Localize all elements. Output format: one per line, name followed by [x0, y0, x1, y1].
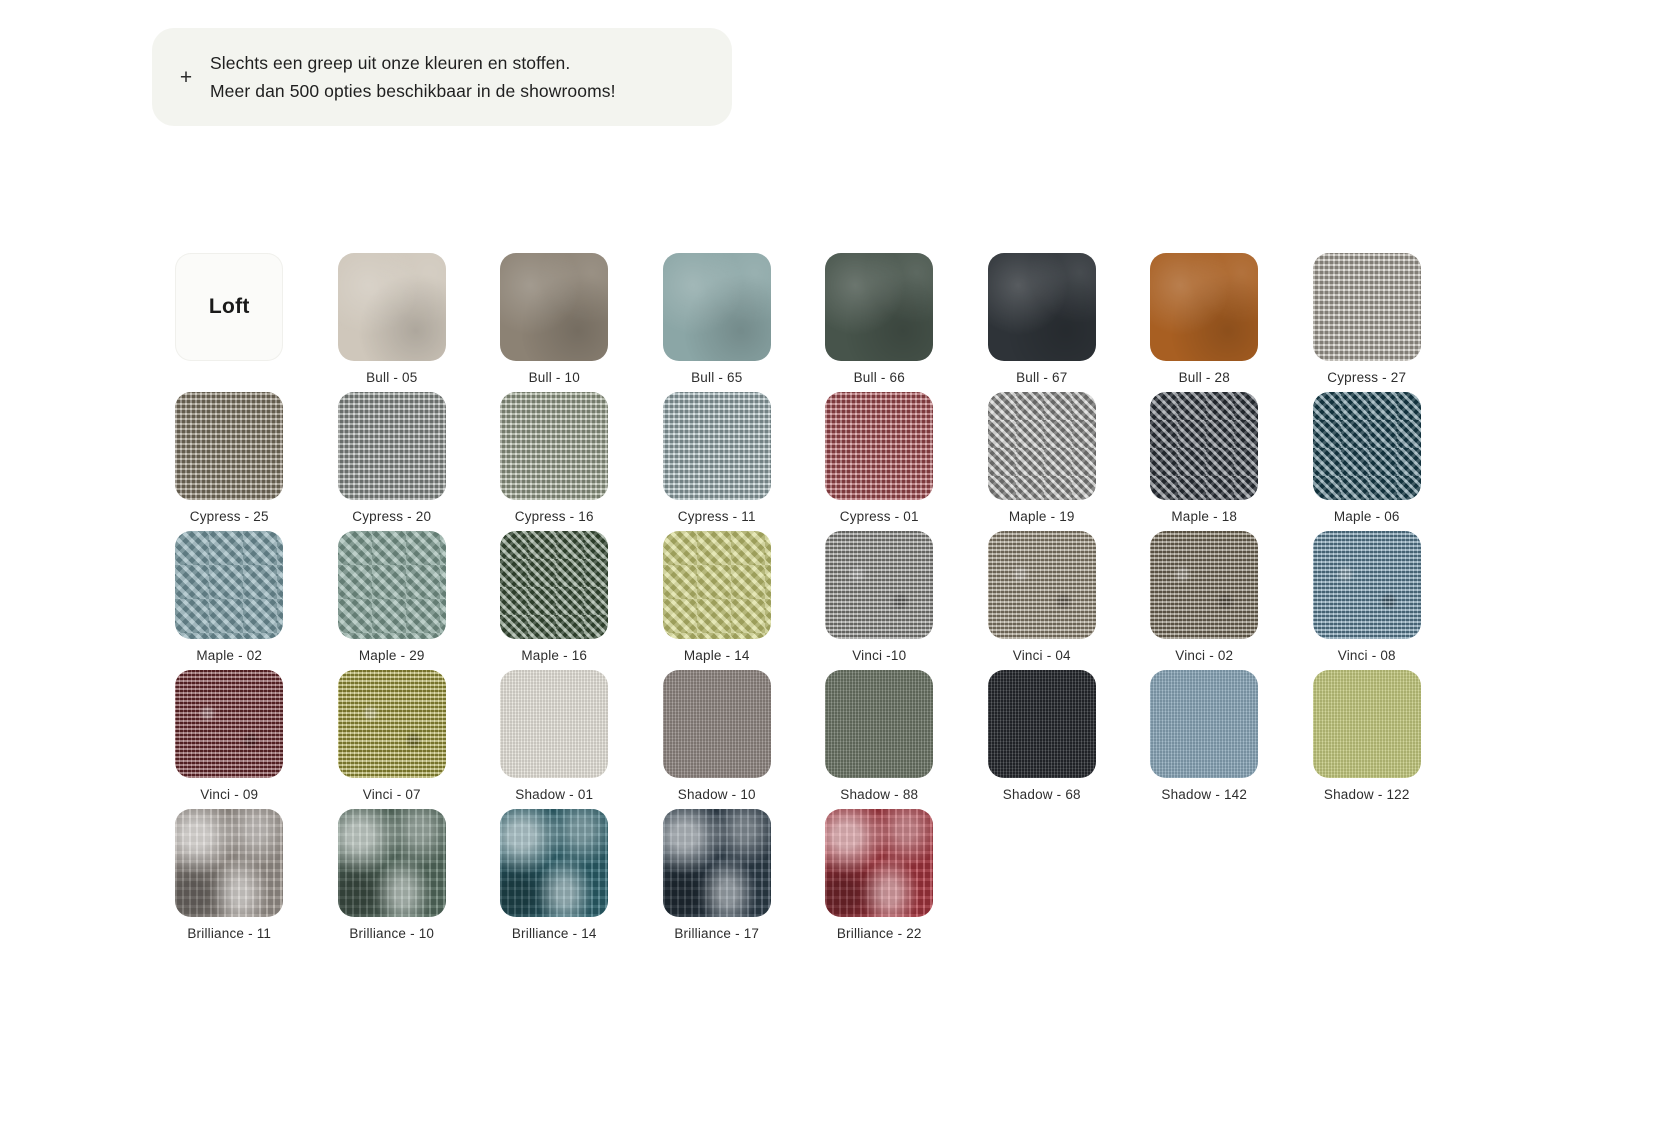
- info-banner-text: [210, 49, 616, 106]
- swatch-texture: [663, 531, 771, 639]
- fabric-swatch[interactable]: [825, 670, 933, 778]
- swatch-cell[interactable]: [148, 531, 311, 670]
- swatch-label: Maple - 18: [1171, 509, 1238, 524]
- swatch-label: Bull - 05: [366, 370, 418, 385]
- swatch-texture: [1150, 670, 1258, 778]
- swatch-cell[interactable]: [148, 253, 311, 392]
- fabric-swatch[interactable]: [500, 531, 608, 639]
- swatch-cell[interactable]: [636, 531, 799, 670]
- fabric-swatch[interactable]: [175, 809, 283, 917]
- fabric-swatch[interactable]: [175, 531, 283, 639]
- fabric-swatch[interactable]: [663, 809, 771, 917]
- swatch-texture: [825, 670, 933, 778]
- swatch-label: Brilliance - 14: [511, 926, 597, 941]
- swatch-cell[interactable]: [636, 392, 799, 531]
- swatch-texture: [500, 531, 608, 639]
- fabric-swatch[interactable]: [1150, 253, 1258, 361]
- swatch-label: Maple - 06: [1333, 509, 1400, 524]
- swatch-texture: [1150, 392, 1258, 500]
- swatch-texture: [988, 392, 1096, 500]
- swatch-cell[interactable]: [1123, 392, 1286, 531]
- swatch-cell[interactable]: [961, 392, 1124, 531]
- swatch-label: Brilliance - 10: [349, 926, 435, 941]
- fabric-swatch[interactable]: [338, 809, 446, 917]
- fabric-swatch[interactable]: [1313, 670, 1421, 778]
- swatch-cell[interactable]: [148, 809, 311, 948]
- fabric-swatch[interactable]: [175, 392, 283, 500]
- swatch-texture: [988, 253, 1096, 361]
- swatch-cell[interactable]: [148, 392, 311, 531]
- swatch-texture: [1313, 531, 1421, 639]
- swatch-label: Shadow - 10: [677, 787, 756, 802]
- fabric-swatch[interactable]: [338, 392, 446, 500]
- swatch-cell[interactable]: [1286, 670, 1449, 809]
- swatch-cell[interactable]: [798, 392, 961, 531]
- swatch-label: Shadow - 142: [1161, 787, 1248, 802]
- fabric-swatch[interactable]: [175, 670, 283, 778]
- swatch-cell[interactable]: [311, 392, 474, 531]
- swatch-texture: [1313, 253, 1421, 361]
- swatch-cell[interactable]: [1123, 531, 1286, 670]
- swatch-label: Maple - 02: [196, 648, 263, 663]
- swatch-label: Shadow - 122: [1323, 787, 1410, 802]
- swatch-texture: [175, 809, 283, 917]
- swatch-label: Cypress - 16: [514, 509, 594, 524]
- swatch-label: Bull - 65: [691, 370, 743, 385]
- fabric-swatch[interactable]: [500, 392, 608, 500]
- fabric-swatch[interactable]: [988, 670, 1096, 778]
- fabric-swatch[interactable]: [663, 531, 771, 639]
- swatch-label: Bull - 28: [1178, 370, 1230, 385]
- swatch-texture: [1150, 531, 1258, 639]
- fabric-swatch[interactable]: [1150, 392, 1258, 500]
- fabric-swatch[interactable]: [1313, 253, 1421, 361]
- fabric-swatch[interactable]: [663, 253, 771, 361]
- swatch-texture: [825, 531, 933, 639]
- info-banner-line-2: Meer dan 500 opties beschikbaar in de showrooms!: [210, 81, 616, 101]
- swatch-texture: [175, 670, 283, 778]
- swatch-texture: [175, 392, 283, 500]
- swatch-label: Cypress - 20: [352, 509, 432, 524]
- swatch-texture: [1150, 253, 1258, 361]
- swatch-label: Cypress - 27: [1327, 370, 1407, 385]
- swatch-label: Cypress - 25: [189, 509, 269, 524]
- swatch-label: Bull - 67: [1016, 370, 1068, 385]
- fabric-swatch[interactable]: [988, 531, 1096, 639]
- swatch-cell[interactable]: [798, 253, 961, 392]
- fabric-swatch[interactable]: [988, 253, 1096, 361]
- swatch-texture: [500, 392, 608, 500]
- swatch-cell[interactable]: [961, 531, 1124, 670]
- swatch-grid: [148, 253, 1448, 948]
- swatch-label: Brilliance - 17: [674, 926, 760, 941]
- fabric-swatch[interactable]: [175, 253, 283, 361]
- fabric-swatch[interactable]: [338, 253, 446, 361]
- swatch-label: Bull - 10: [528, 370, 580, 385]
- swatch-label: Maple - 16: [521, 648, 588, 663]
- swatch-cell[interactable]: [798, 809, 961, 948]
- swatch-label: Maple - 19: [1008, 509, 1075, 524]
- fabric-swatch[interactable]: [825, 253, 933, 361]
- info-banner: [152, 28, 732, 126]
- swatch-label: Shadow - 01: [515, 787, 594, 802]
- swatch-cell[interactable]: [311, 253, 474, 392]
- swatch-texture: [825, 809, 933, 917]
- swatch-cell[interactable]: [473, 392, 636, 531]
- swatch-texture: [825, 392, 933, 500]
- swatch-label: Vinci - 09: [200, 787, 259, 802]
- swatch-texture: [500, 253, 608, 361]
- fabric-swatch[interactable]: [825, 392, 933, 500]
- swatch-cell[interactable]: [636, 809, 799, 948]
- fabric-swatch[interactable]: [825, 809, 933, 917]
- swatch-cell[interactable]: [148, 670, 311, 809]
- swatch-texture: [988, 531, 1096, 639]
- swatch-cell[interactable]: [1286, 531, 1449, 670]
- swatch-texture: [338, 670, 446, 778]
- swatch-cell[interactable]: [473, 531, 636, 670]
- swatch-cell[interactable]: [1123, 670, 1286, 809]
- swatch-texture: [663, 392, 771, 500]
- fabric-swatch[interactable]: [500, 809, 608, 917]
- swatch-label: Brilliance - 22: [836, 926, 922, 941]
- swatch-label: Vinci - 02: [1175, 648, 1234, 663]
- swatch-label: Vinci - 04: [1012, 648, 1071, 663]
- swatch-texture: [338, 531, 446, 639]
- swatch-label: Cypress - 01: [839, 509, 919, 524]
- swatch-label: Vinci -10: [852, 648, 907, 663]
- fabric-swatch[interactable]: [500, 253, 608, 361]
- swatch-texture: [663, 253, 771, 361]
- swatch-cell[interactable]: [311, 531, 474, 670]
- swatch-texture: [338, 392, 446, 500]
- fabric-swatch[interactable]: [1313, 531, 1421, 639]
- swatch-cell[interactable]: [311, 809, 474, 948]
- swatch-cell[interactable]: [1286, 253, 1449, 392]
- swatch-label: Shadow - 88: [840, 787, 919, 802]
- swatch-cell[interactable]: [636, 670, 799, 809]
- swatch-label: Maple - 29: [358, 648, 425, 663]
- swatch-label: Cypress - 11: [677, 509, 756, 524]
- swatch-cell[interactable]: [961, 253, 1124, 392]
- swatch-cell[interactable]: [473, 670, 636, 809]
- fabric-swatch[interactable]: [663, 392, 771, 500]
- fabric-swatch[interactable]: [1150, 531, 1258, 639]
- swatch-texture: [1313, 392, 1421, 500]
- swatch-texture: [500, 670, 608, 778]
- swatch-label: Vinci - 07: [362, 787, 421, 802]
- fabric-swatch[interactable]: [663, 670, 771, 778]
- swatch-cell[interactable]: [1123, 253, 1286, 392]
- swatch-texture: [663, 670, 771, 778]
- fabric-swatch[interactable]: [500, 670, 608, 778]
- swatch-texture: [175, 531, 283, 639]
- info-banner-line-1: Slechts een greep uit onze kleuren en stoffen.: [210, 52, 571, 73]
- swatch-texture: [338, 809, 446, 917]
- swatch-cell[interactable]: [636, 253, 799, 392]
- plus-icon: +: [179, 65, 193, 89]
- swatch-texture: [500, 809, 608, 917]
- swatch-label: Brilliance - 11: [187, 926, 272, 941]
- swatch-cell[interactable]: [961, 670, 1124, 809]
- fabric-swatch[interactable]: [1150, 670, 1258, 778]
- swatch-label: Vinci - 08: [1337, 648, 1396, 663]
- swatch-texture: [988, 670, 1096, 778]
- swatch-label: Maple - 14: [683, 648, 750, 663]
- fabric-swatch[interactable]: [988, 392, 1096, 500]
- swatch-label: Shadow - 68: [1002, 787, 1081, 802]
- swatch-texture: [1313, 670, 1421, 778]
- swatch-label: Bull - 66: [853, 370, 905, 385]
- brand-logo: Loft: [208, 295, 250, 318]
- swatch-cell[interactable]: [473, 253, 636, 392]
- fabric-swatch[interactable]: [825, 531, 933, 639]
- swatch-texture: [663, 809, 771, 917]
- fabric-swatch[interactable]: [338, 670, 446, 778]
- swatch-cell[interactable]: [1286, 392, 1449, 531]
- swatch-texture: [338, 253, 446, 361]
- swatch-cell[interactable]: [311, 670, 474, 809]
- swatch-texture: [825, 253, 933, 361]
- fabric-swatch[interactable]: [338, 531, 446, 639]
- swatch-cell[interactable]: [473, 809, 636, 948]
- swatch-cell[interactable]: [798, 531, 961, 670]
- swatch-cell[interactable]: [798, 670, 961, 809]
- fabric-swatch[interactable]: [1313, 392, 1421, 500]
